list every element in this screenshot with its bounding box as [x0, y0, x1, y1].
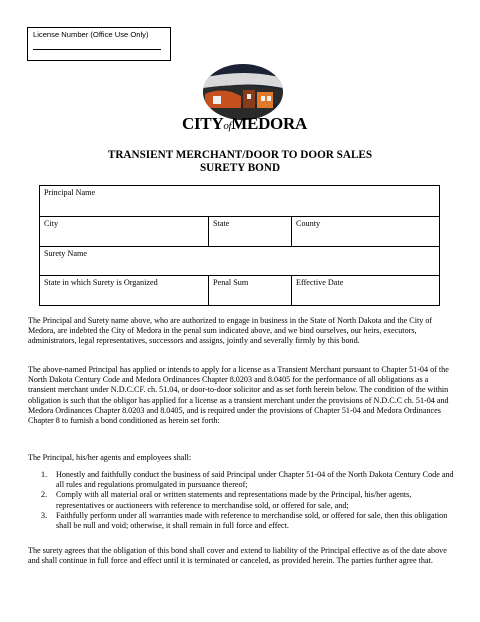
list-item-text: Comply with all material oral or written statements and representations made by the Principal, his/her agents, representatives or auctioneers with reference to merchandise sold, or offered for sale, and;: [56, 490, 412, 510]
duties-list: [28, 470, 456, 531]
paragraph-surety: [28, 546, 456, 566]
logo-wordmark: [182, 114, 307, 134]
effective-date-field[interactable]: Effective Date: [292, 276, 440, 306]
logo-medora-text: MEDORA: [231, 114, 307, 133]
list-item: [41, 490, 456, 510]
paragraph-obligation-text: The Principal and Surety name above, who are authorized to engage in business in the State of North Dakota and the City of Medora, are indebted the City of Medora in the penal sum indicated above, and we bind ourselves, our heirs, executors, administrators, legal representatives, successors and assigns, jointly and severally firmly by this bond.: [28, 316, 433, 346]
city-field[interactable]: City: [40, 217, 209, 247]
bond-info-table: [39, 185, 440, 306]
paragraph-principal: [28, 453, 456, 463]
list-number: 1.: [41, 470, 48, 479]
document-subtitle: SURETY BOND: [199, 162, 281, 174]
surety-state-field[interactable]: State in which Surety is Organized: [40, 276, 209, 306]
logo-of-text: of: [223, 120, 232, 132]
penal-sum-field[interactable]: Penal Sum: [209, 276, 292, 306]
logo-city-text: CITY: [182, 114, 224, 133]
list-item-text: Faithfully perform under all warranties made with reference to merchandise sold, or offered for sale, then this obligation shall be null and void; otherwise, it shall remain in full force and effect.: [56, 510, 448, 531]
list-item: [41, 511, 456, 531]
license-number-box: [27, 27, 171, 61]
list-item-text: Honestly and faithfully conduct the business of said Principal under Chapter 51-04 of the North Dakota Century Code and all rules and regulations promulgated in pursuance thereof;: [56, 470, 454, 490]
paragraph-license-text: The above-named Principal has applied or intends to apply for a license as a Transient Merchant pursuant to Chapter 51-04 of the North Dakota Century Code and Medora Ordinances Chapter 8.0203 and 8.0405 for the performance of all obligations as a transient merchant under N.D.C.CF. ch. 51.04, or door-to-door solicitor and as set forth herein below. The condition of the within obligation is such that the obligor has applied for a license as a transient merchant under the provisions of N.D.C.C ch. 51-04 and Medora Ordinances Chapter 8.0203 and 8.0405, and is required under the provisions of Chapter 51-04 and Medora Ordinances Chapter 8 to furnish a bond conditioned as herein set forth:: [28, 365, 449, 426]
license-number-line[interactable]: [33, 49, 161, 50]
paragraph-obligation: [28, 316, 456, 347]
paragraph-license: [28, 365, 456, 426]
license-number-label: License Number (Office Use Only): [33, 30, 149, 39]
county-field[interactable]: County: [292, 217, 440, 247]
paragraph-principal-text: The Principal, his/her agents and employees shall:: [28, 453, 192, 462]
list-item: [41, 470, 456, 490]
state-field[interactable]: State: [209, 217, 292, 247]
paragraph-surety-text: The surety agrees that the obligation of this bond shall cover and extend to liability of the Principal effective as of the date above and shall continue in full force and effect until it is terminated or canceled, as provided herein. The parties further agree that.: [28, 546, 447, 566]
list-number: 3.: [41, 510, 48, 520]
document-title: TRANSIENT MERCHANT/DOOR TO DOOR SALES: [107, 149, 373, 161]
surety-name-field[interactable]: Surety Name: [40, 247, 440, 276]
principal-name-field[interactable]: Principal Name: [40, 186, 440, 217]
list-number: 2.: [41, 490, 48, 500]
